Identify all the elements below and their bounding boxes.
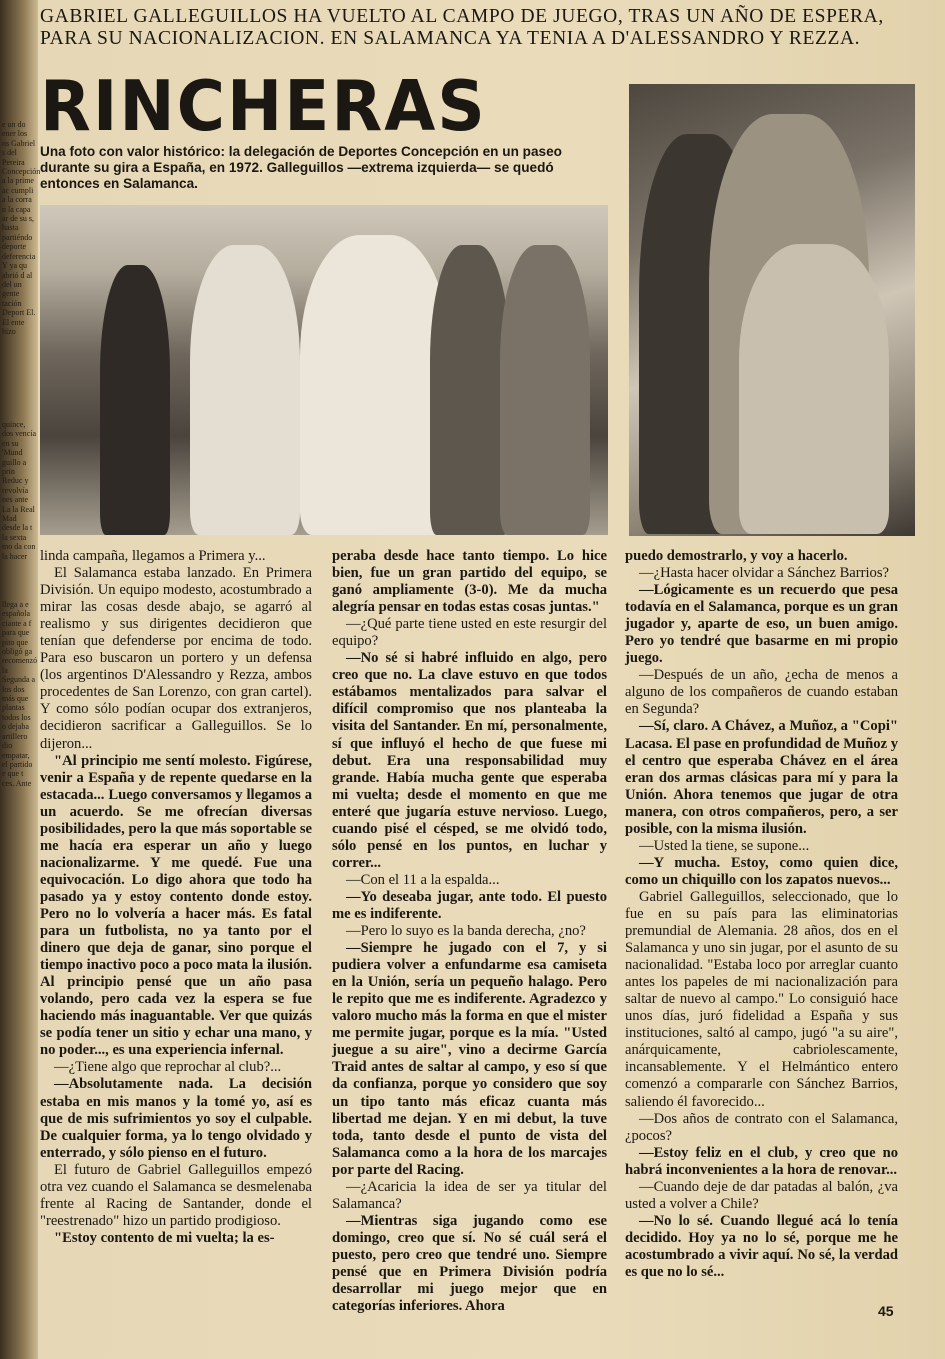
- paragraph: "Al principio me sentí molesto. Figúrese, venir a España y de repente quedarse en la estacada... Luego conversamos y llegamos a un acuerdo. Se me ofrecían diversas posibilidades, pero la que más soportable se me hacía era esperar un año y luego nacionalizarme. Y me quedé. Fue una equivocación. Lo digo ahora que todo ha pasado ya y estoy contento donde estoy. Pero no lo volvería a hacer más. Es fatal para un futbolista, no ya tanto por el dinero que deja de ganar, sino porque el tiempo inactivo poco a poco mata la ilusión. Al principio pensé que un año pasa volando, pero cada vez la espera se fue haciendo más inaguantable. Ver que quizás se podía tener un sitio y echar una mano, y no poder..., es una experiencia infernal.: [40, 752, 312, 1059]
- paragraph: —Cuando deje de dar patadas al balón, ¿va usted a volver a Chile?: [625, 1178, 898, 1212]
- paragraph: —Yo deseaba jugar, ante todo. El puesto me es indiferente.: [332, 888, 607, 922]
- group-photo: [40, 205, 608, 535]
- paragraph: —Y mucha. Estoy, como quien dice, como un chiquillo con los zapatos nuevos...: [625, 854, 898, 888]
- paragraph: —No sé si habré influido en algo, pero creo que no. La clave estuvo en que todos estábamos mentalizados para salvar el difícil compromiso que nos planteaba la visita del Santander. En mí, personalmente, sí que influyó el hecho de que fuese mi debut. Era una responsabilidad muy grande. Había mucha gente que esperaba mi vuelta; desde el momento en que me enteré que jugaría estuve nervioso. Luego, cuando pisé el césped, se me olvidó todo, sólo pensé en los puntos, en luchar y correr...: [332, 650, 607, 871]
- paragraph: Gabriel Galleguillos, seleccionado, que lo fue en su país para las eliminatorias premundial de Alemania. 28 años, dos en el Salamanca y uno sin jugar, por el asunto de su nacionalidad. "Estaba loco por arreglar cuanto antes los papeles de mi nacionalización para saltar de nuevo al campo." Lo consiguió hace unos días, juró fidelidad a España y sus instituciones, saltó al campo, jugó "a su aire", anárquicamente, cabriolescamente, incansablemente. Y el Helmántico entero comenzó a compararle con Sánchez Barrios, saliendo él favorecido...: [625, 888, 898, 1110]
- paragraph: —Con el 11 a la espalda...: [346, 871, 500, 888]
- paragraph: puedo demostrarlo, y voy a hacerlo.: [625, 548, 848, 564]
- paragraph: —Absolutamente nada. La decisión estaba en mis manos y la tomé yo, así es que de mis sufrimientos yo soy el culpable. De cualquier forma, ya lo tengo olvidado y enterrado, y sólo pienso en el futuro.: [40, 1076, 312, 1161]
- paragraph: —¿Qué parte tiene usted en este resurgir del equipo?: [332, 616, 607, 650]
- text-column-3: [625, 548, 898, 1281]
- paragraph: —Mientras siga jugando como ese domingo, creo que sí. No sé cuál será el puesto, pero creo que tendré uno. Siempre pensé que en Primera División podría desarrollar mi juego mejor que en categorías inferiores. Ahora: [332, 1212, 607, 1315]
- text-column-2: [332, 548, 607, 1315]
- paragraph: linda campaña, llegamos a Primera y...: [40, 548, 266, 564]
- paragraph: —Después de un año, ¿echa de menos a alguno de los compañeros de cuando estaban en Segunda?: [625, 667, 898, 718]
- edge-text-lower: llega a e española ciante a f para que pito que obligó ga recomenzó la Segunda a los dos más que plantas todos los o dejaba artillero dio empatar, el partido e que t ces. Ante: [2, 600, 38, 788]
- paragraph: peraba desde hace tanto tiempo. Lo hice bien, fue un gran partido del equipo, se ganó ampliamente (3-0). Me da mucha alegría pensar en todas estas cosas juntas.": [332, 548, 607, 616]
- paragraph: —Siempre he jugado con el 7, y si pudiera volver a enfundarme esa camiseta en la Unión, sería un pequeño halago. Pero le repito que me es indiferente. Agradezco y valoro mucho más la forma en que el mister me permite jugar, porque es la mía. "Usted juegue a su aire", vino a decirme García Traid antes de saltar al campo, y eso sí que da confianza, porque yo considero que soy un tipo tanto más eficaz cuanta más libertad me dejan. Y en mi debut, la tuve toda, tanto desde el punto de vista del Salamanca como a la hora de los marcajes por parte del Racing.: [332, 940, 607, 1178]
- paragraph: —¿Hasta hacer olvidar a Sánchez Barrios?: [639, 565, 890, 582]
- paragraph: —No lo sé. Cuando llegué acá lo tenía decidido. Hoy ya no lo sé, porque me he acostumbrado a vivir aquí. No sé, la verdad es que no lo sé...: [625, 1212, 898, 1280]
- paragraph: —¿Tiene algo que reprochar al club?...: [54, 1059, 282, 1076]
- paragraph: —Lógicamente es un recuerdo que pesa todavía en el Salamanca, porque es un gran jugador y, aparte de eso, un buen amigo. Pero yo tendré que basarme en mi propio juego.: [625, 582, 898, 667]
- paragraph: "Estoy contento de mi vuelta; la es-: [54, 1229, 275, 1246]
- text-column-1: [40, 548, 312, 1247]
- paragraph: —¿Acaricia la idea de ser ya titular del Salamanca?: [332, 1178, 607, 1212]
- paragraph: —Usted la tiene, se supone...: [639, 837, 810, 854]
- player-photo: [629, 84, 915, 536]
- paragraph: —Pero lo suyo es la banda derecha, ¿no?: [346, 923, 586, 940]
- page-number: 45: [878, 1303, 894, 1319]
- paragraph: El Salamanca estaba lanzado. En Primera División. Un equipo modesto, acostumbrado a mirar las cosas desde abajo, se agarró al realismo y sus dirigentes decidieron que tenían que defenderse por encima de todo. Para eso buscaron un portero y un defensa (los argentinos D'Alessandro y Rezza, ambos procedentes de San Lorenzo, con gran cartel). Y como sólo podían ocupar dos extranjeros, decidieron sacrificar a Galleguillos. Se lo dijeron...: [40, 565, 312, 752]
- article-kicker: GABRIEL GALLEGUILLOS HA VUELTO AL CAMPO DE JUEGO, TRAS UN AÑO DE ESPERA, PARA SU NACIONALIZACION. EN SALAMANCA YA TENIA A D'ALESSANDRO Y REZZA.: [40, 6, 884, 49]
- paragraph: El futuro de Gabriel Galleguillos empezó otra vez cuando el Salamanca se desmelenaba frente al Racing de Santander, donde el "reestrenado" hizo un partido prodigioso.: [40, 1161, 312, 1229]
- paragraph: —Estoy feliz en el club, y creo que no habrá inconvenientes a la hora de renovar...: [625, 1144, 898, 1178]
- paragraph: —Dos años de contrato con el Salamanca, ¿pocos?: [625, 1110, 898, 1144]
- photo-caption: Una foto con valor histórico: la delegación de Deportes Concepción en un paseo durante su gira a España, en 1972. Galleguillos —extrema izquierda— se quedó entonces en Salamanca.: [40, 144, 562, 191]
- previous-page-edge: [0, 0, 41, 1359]
- paragraph: —Sí, claro. A Chávez, a Muñoz, a "Copi" Lacasa. El pase en profundidad de Muñoz y el centro que esperaba Chávez en el área eran dos armas clásicas para mí y para la Unión. Ahora tenemos que jugar de otra manera, con otros compañeros, pero, a ser posible, con la misma ilusión.: [625, 718, 899, 837]
- article-headline: RINCHERAS: [40, 66, 487, 147]
- edge-text-top: e un do ener los ns Gabriel s del Pereira Concepción a la prime ac cumpli a la corra n la capa ar de su s, hasta partiéndo deporte deferencia Y ya qu abrió d al del un gente tación Deport El. El ente hizo: [2, 120, 41, 336]
- edge-text-middle: quince, dos vencía en su 'Mund guillo a prin Reduc y revolvía nes ante La la Real Mad desde la t la sexta mo da con la hacer: [2, 420, 36, 561]
